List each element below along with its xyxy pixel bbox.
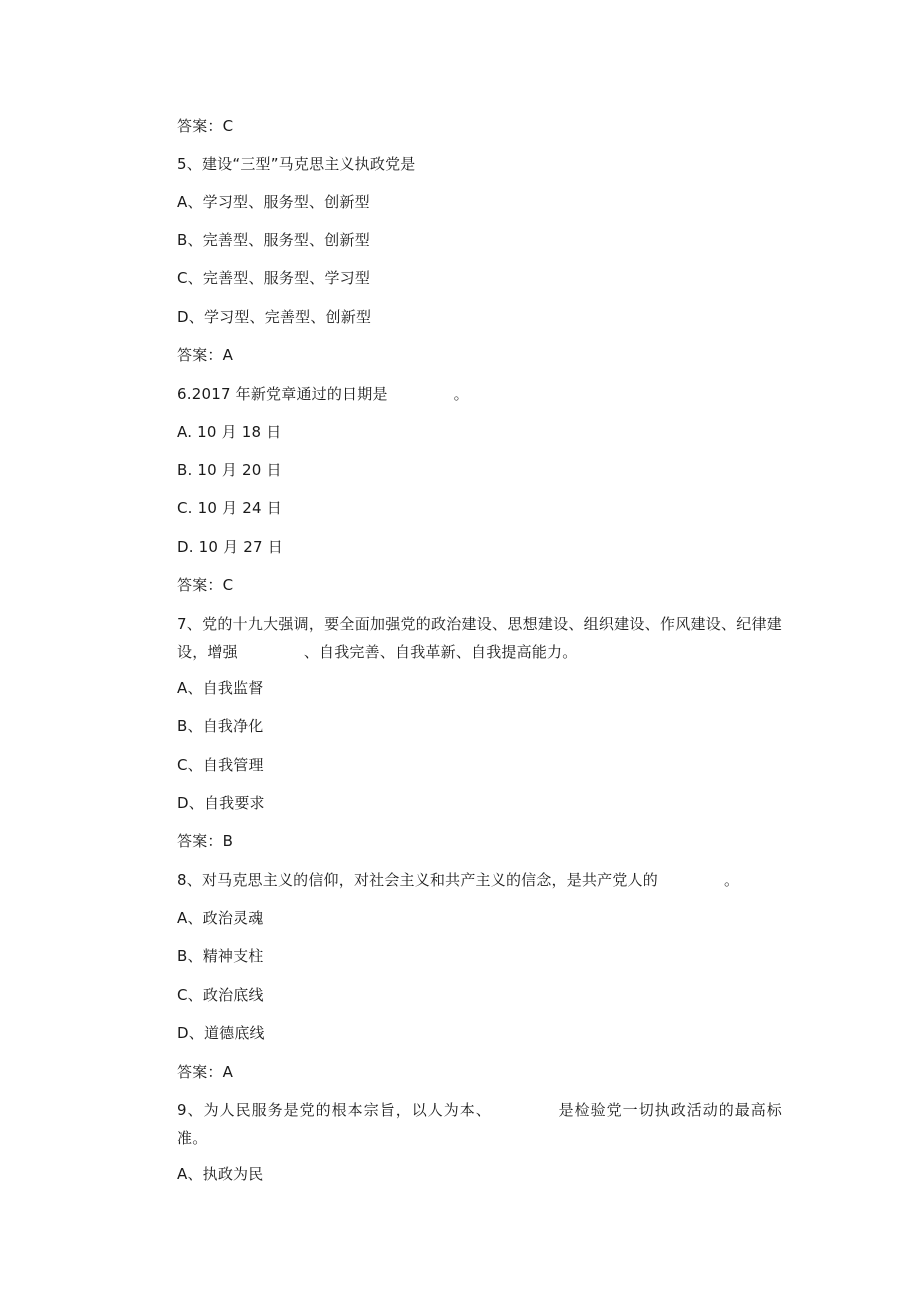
q5-option-c: C、完善型、服务型、学习型 — [177, 269, 371, 287]
question-8-end: 。 — [723, 871, 740, 889]
question-7 — [177, 610, 782, 666]
question-8-text: 8、对马克思主义的信仰，对社会主义和共产主义的信念，是共产党人的 — [177, 871, 658, 889]
question-7-end: 、自我完善、自我革新、自我提高能力。 — [303, 643, 578, 661]
question-6-end: 。 — [453, 385, 469, 403]
answer-q6: 答案：C — [177, 576, 234, 594]
question-9-end: 是检验党一切执政活动的最高标准。 — [177, 1101, 782, 1147]
q9-option-a: A、执政为民 — [177, 1165, 264, 1183]
question-6 — [177, 384, 469, 404]
answer-q4: 答案：C — [177, 117, 234, 135]
answer-q8: 答案：A — [177, 1063, 234, 1081]
q6-option-c: C. 10 月 24 日 — [177, 499, 282, 517]
question-9-text: 9、为人民服务是党的根本宗旨，以人为本、 — [177, 1101, 492, 1119]
question-5: 5、建设“三型”马克思主义执政党是 — [177, 155, 416, 173]
q8-option-b: B、精神支柱 — [177, 947, 264, 965]
q7-option-c: C、自我管理 — [177, 756, 264, 774]
question-6-text: 6.2017 年新党章通过的日期是 — [177, 385, 388, 403]
q8-option-a: A、政治灵魂 — [177, 909, 264, 927]
q5-option-d: D、学习型、完善型、创新型 — [177, 308, 372, 326]
question-9 — [177, 1096, 782, 1152]
q7-option-b: B、自我净化 — [177, 717, 264, 735]
q8-option-d: D、道德底线 — [177, 1024, 265, 1042]
q8-option-c: C、政治底线 — [177, 986, 264, 1004]
q5-option-a: A、学习型、服务型、创新型 — [177, 193, 370, 211]
q6-option-d: D. 10 月 27 日 — [177, 538, 283, 556]
question-8 — [177, 870, 739, 890]
q7-option-a: A、自我监督 — [177, 679, 264, 697]
q7-option-d: D、自我要求 — [177, 794, 265, 812]
q6-option-b: B. 10 月 20 日 — [177, 461, 282, 479]
q5-option-b: B、完善型、服务型、创新型 — [177, 231, 370, 249]
answer-q5: 答案：A — [177, 346, 234, 364]
question-7-text: 7、党的十九大强调，要全面加强党的政治建设、思想建设、组织建设、作风建设、纪律建设，增强 — [177, 615, 782, 661]
answer-q7: 答案：B — [177, 832, 234, 850]
q6-option-a: A. 10 月 18 日 — [177, 423, 282, 441]
